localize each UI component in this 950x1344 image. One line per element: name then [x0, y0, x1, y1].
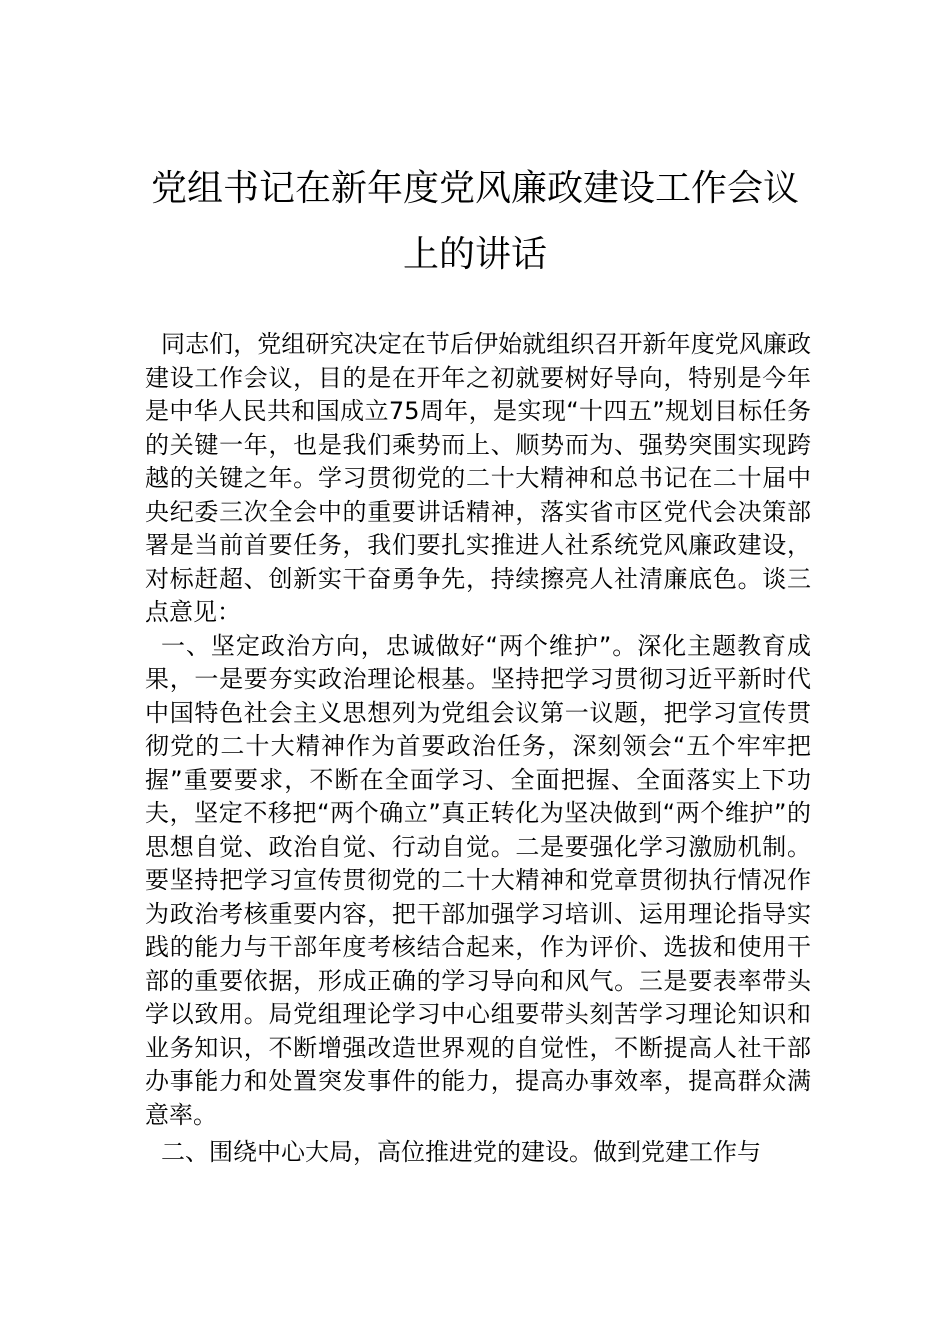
document-body	[145, 328, 811, 1170]
paragraph-section-one: 一、坚定政治方向，忠诚做好“两个维护”。深化主题教育成果，一是要夯实政治理论根基。坚持把学习贯彻习近平新时代中国特色社会主义思想列为党组会议第一议题，把学习宣传贯彻党的二十大精神作为首要政治任务，深刻领会“五个牢牢把握”重要要求，不断在全面学习、全面把握、全面落实上下功夫，坚定不移把“两个确立”真正转化为坚决做到“两个维护”的思想自觉、政治自觉、行动自觉。二是要强化学习激励机制。要坚持把学习宣传贯彻党的二十大精神和党章贯彻执行情况作为政治考核重要内容，把干部加强学习培训、运用理论指导实践的能力与干部年度考核结合起来，作为评价、选拔和使用干部的重要依据，形成正确的学习导向和风气。三是要表率带头学以致用。局党组理论学习中心组要带头刻苦学习理论知识和业务知识，不断增强改造世界观的自觉性，不断提高人社干部办事能力和处置突发事件的能力，提高办事效率，提高群众满意率。	[145, 631, 811, 1129]
title-line-1: 党组书记在新年度党风廉政建设工作会议	[150, 168, 799, 209]
document-title	[120, 156, 830, 288]
paragraph-section-two: 二、围绕中心大局，高位推进党的建设。做到党建工作与	[161, 1138, 761, 1166]
paragraph-opening: 同志们，党组研究决定在节后伊始就组织召开新年度党风廉政建设工作会议，目的是在开年之初就要树好导向，特别是今年是中华人民共和国成立75周年，是实现“十四五”规划目标任务的关键一年，也是我们乘势而上、顺势而为、强势突围实现跨越的关键之年。学习贯彻党的二十大精神和总书记在二十届中央纪委三次全会中的重要讲话精神，落实省市区党代会决策部署是当前首要任务，我们要扎实推进人社系统党风廉政建设，对标赶超、创新实干奋勇争先，持续擦亮人社清廉底色。谈三点意见：	[145, 330, 811, 626]
title-line-2: 上的讲话	[402, 234, 547, 275]
